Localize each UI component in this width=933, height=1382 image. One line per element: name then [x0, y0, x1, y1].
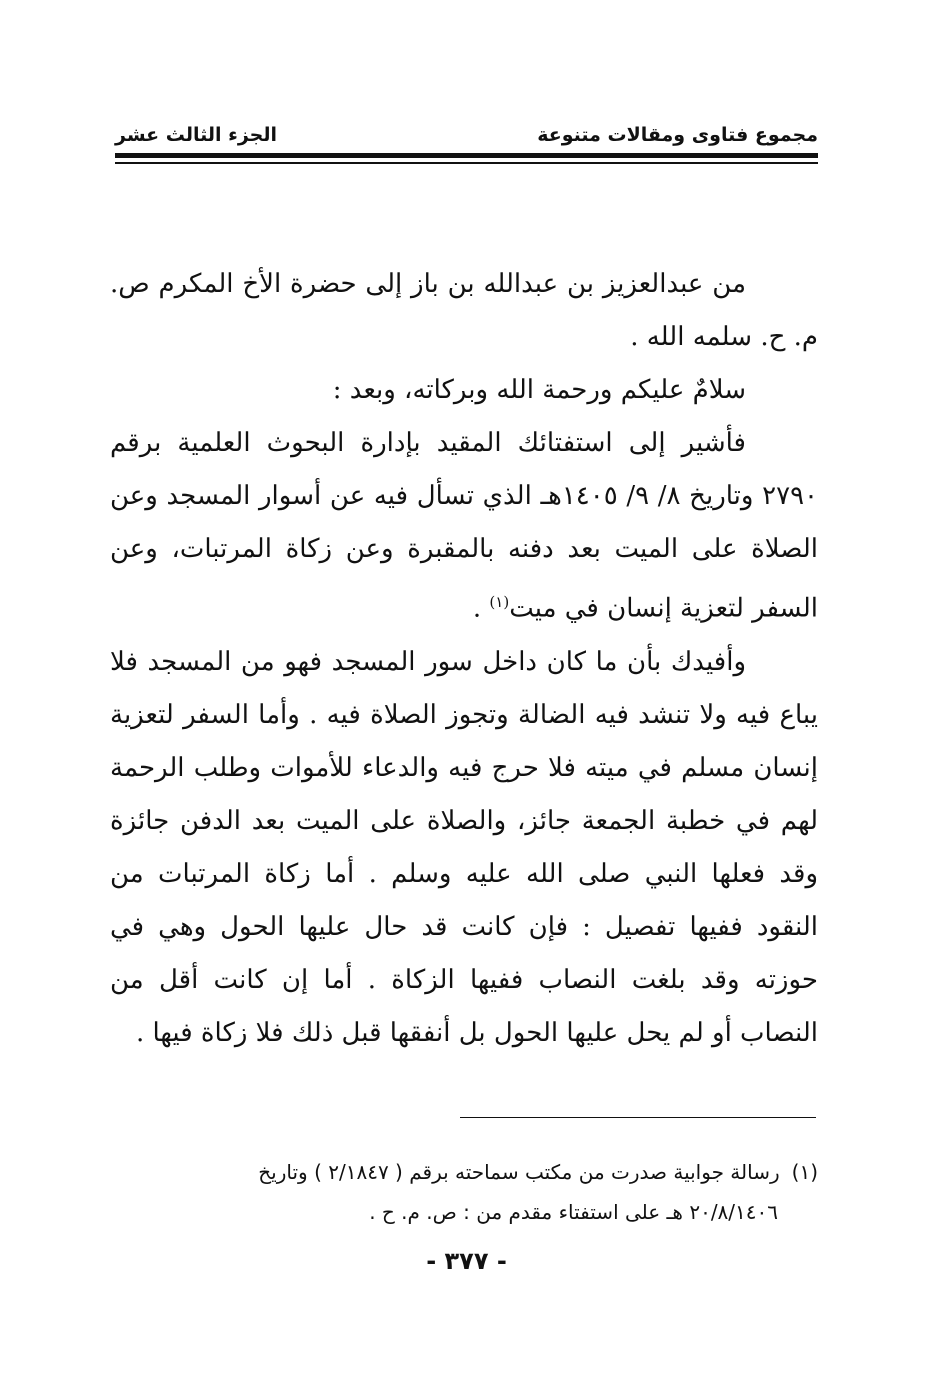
- footnote-line-2: ٢٠/٨/١٤٠٦ هـ على استفتاء مقدم من : ص. م. ح .: [369, 1200, 778, 1224]
- footnote: [110, 1152, 818, 1232]
- greeting: سلامٌ عليكم ورحمة الله وبركاته، وبعد :: [332, 375, 746, 405]
- footnote-reference: (١): [489, 593, 510, 611]
- header-rule-thick: [115, 153, 818, 158]
- volume-title: الجزء الثالث عشر: [115, 124, 278, 146]
- paragraph-1-text: فأشير إلى استفتائك المقيد بإدارة البحوث العلمية برقم ٢٧٩٠ وتاريخ ٨/ ٩/ ١٤٠٥هـ الذي تسأل فيه عن أسوار المسجد وعن الصلاة على الميت بعد دفنه بالمقبرة وعن زكاة المرتبات، وعن السفر لتعزية إنسان في ميت: [110, 428, 818, 624]
- footnote-number: (١): [791, 1160, 818, 1184]
- paragraph-2: وأفيدك بأن ما كان داخل سور المسجد فهو من المسجد فلا يباع فيه ولا تنشد فيه الضالة وتجوز الصلاة فيه . وأما السفر لتعزية إنسان مسلم في ميته فلا حرج فيه والدعاء للأموات وطلب الرحمة لهم في خطبة الجمعة جائز، والصلاة على الميت بعد الدفن جائزة وقد فعلها النبي صلى الله عليه وسلم . أما زكاة المرتبات من النقود ففيها تفصيل : فإن كانت قد حال عليها الحول وهي في حوزته وقد بلغت النصاب ففيها الزكاة . أما إن كانت أقل من النصاب أو لم يحل عليها الحول بل أنفقها قبل ذلك فلا زكاة فيها .: [110, 646, 818, 1048]
- paragraph-1-end: .: [472, 593, 490, 624]
- header-rule-thin: [115, 162, 818, 164]
- page-number: - ٣٧٧ -: [426, 1247, 507, 1275]
- book-title: مجموع فتاوى ومقالات متنوعة: [537, 124, 818, 146]
- opening-line-2: ص. م. ح. سلمه الله .: [110, 269, 818, 352]
- letter-body: [110, 258, 818, 1060]
- footnote-text-1: رسالة جوابية صدرت من مكتب سماحته برقم ( ٢/١٨٤٧ ) وتاريخ: [258, 1160, 780, 1184]
- paragraph-1: [110, 417, 818, 636]
- footnote-line-1: [110, 1152, 818, 1192]
- page-header: [115, 118, 818, 148]
- opening-line: [110, 258, 818, 364]
- opening-line-1: من عبدالعزيز بن عبدالله بن باز إلى حضرة الأخ المكرم: [158, 269, 746, 299]
- footnote-separator: [460, 1117, 816, 1118]
